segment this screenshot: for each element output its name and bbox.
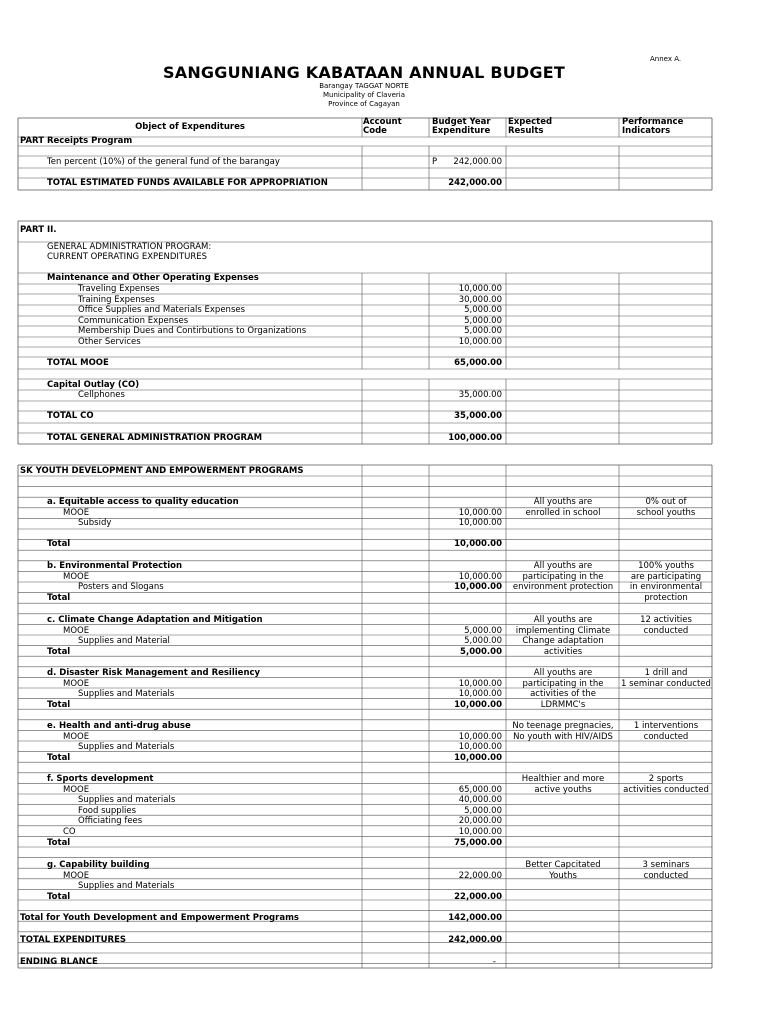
sk-sub-value: 10,000.00 [458,742,502,753]
sk-sub-label: Posters and Slogans [78,582,164,593]
sk-mooe-value: 10,000.00 [458,678,502,689]
header-account-code: Account Code [363,117,402,136]
sk-expected-result: implementing Climate [515,625,611,636]
sk-total-label: Total [47,699,71,710]
total-estimated-funds-value: 242,000.00 [448,178,502,188]
sk-mooe-label: MOOE [63,784,90,795]
sk-mooe-value: 10,000.00 [458,507,502,518]
part1-label: PART Receipts Program [20,136,133,146]
sk-expected-result: No youth with HIV/AIDS [513,731,613,742]
sk-mooe-value: 10,000.00 [458,731,502,742]
mooe-item-value: 10,000.00 [458,284,502,294]
co-label: Capital Outlay (CO) [47,380,140,390]
sk-section-title: c. Climate Change Adaptation and Mitigation [47,615,263,625]
sk-performance-indicator: 12 activities [640,615,692,625]
header-object: Object of Expenditures [135,122,245,132]
total-estimated-funds-label: TOTAL ESTIMATED FUNDS AVAILABLE FOR APPROPRIATION [47,178,328,188]
ten-percent-label: Ten percent (10%) of the general fund of the barangay [47,157,280,167]
sk-total-label: Total [47,592,71,603]
co-item-value: 35,000.00 [458,390,502,400]
sk-programs-label: SK YOUTH DEVELOPMENT AND EMPOWERMENT PROGRAMS [20,466,304,476]
total-co-label: TOTAL CO [47,411,94,421]
sk-total-label: Total for Youth Development and Empowerment Programs [20,913,299,923]
sk-sub-value: 10,000.00 [458,518,502,529]
sk-item-label: Food supplies [78,805,137,816]
sk-mooe-label: MOOE [63,507,90,518]
mooe-item-value: 10,000.00 [458,337,502,347]
peso-sign: P [432,157,438,167]
ending-balance-label: ENDING BLANCE [20,957,98,967]
header-budget-year: Budget Year Expenditure [432,117,491,136]
sk-item-value: 20,000.00 [458,816,502,827]
sk-performance-indicator: 3 seminars [642,860,690,870]
sk-mooe-value: 5,000.00 [464,625,502,636]
sk-total-value: 142,000.00 [448,913,502,923]
sk-performance-indicator: conducted [643,870,689,881]
total-mooe-label: TOTAL MOOE [47,358,109,368]
header-performance: Performance Indicators [622,117,684,136]
part2-label: PART II. [20,225,57,235]
sk-performance-indicator: protection [644,592,688,603]
sk-total-value: 10,000.00 [454,539,502,549]
sk-mooe-label: MOOE [63,571,90,582]
sk-expected-result: All youths are [533,497,593,507]
sk-mooe-label: MOOE [63,678,90,689]
municipality-line: Municipality of Claveria [322,91,406,99]
sk-expected-result: participating in the [522,571,604,582]
sk-sub-label: Supplies and Materials [78,689,175,700]
sk-total-value: 10,000.00 [454,699,502,710]
sk-mooe-label: MOOE [63,870,90,881]
sk-total-value: 10,000.00 [454,752,502,763]
mooe-item-label: Other Services [78,337,141,347]
total-expenditures-label: TOTAL EXPENDITURES [20,935,127,945]
sk-total-value: 22,000.00 [454,892,502,902]
sk-sub-value: 10,000.00 [458,689,502,700]
sk-performance-indicator: 1 seminar conducted [621,678,711,689]
sk-sub-value: 5,000.00 [464,636,502,647]
sk-total-label: Total [47,539,71,549]
sk-total-label: Total [47,646,71,657]
ending-balance-value: - [492,957,496,967]
total-gap-label: TOTAL GENERAL ADMINISTRATION PROGRAM [47,433,263,443]
sk-performance-indicator: school youths [636,507,696,518]
sk-expected-result: activities [543,646,583,657]
mooe-item-label: Communication Expenses [78,315,189,326]
sk-mooe-value: 10,000.00 [458,571,502,582]
sk-expected-result: enrolled in school [525,507,601,518]
sk-performance-indicator: are participating [630,571,702,582]
sk-item-label: Supplies and materials [78,795,176,806]
sk-expected-result: Change adaptation [522,636,604,647]
ten-percent-value: 242,000.00 [453,157,502,167]
sk-expected-result: No teenage pregnacies, [512,721,614,731]
gap-label: GENERAL ADMINISTRATION PROGRAM: [47,242,212,252]
sk-performance-indicator: 1 drill and [644,668,688,678]
sk-total-label: Total [47,892,71,902]
sk-section-title: f. Sports development [47,774,154,784]
sk-expected-result: LDRMMC's [540,699,586,710]
mooe-label: Maintenance and Other Operating Expenses [47,273,259,283]
sk-co-value: 10,000.00 [458,827,502,837]
sk-mooe-value: 65,000.00 [458,784,502,795]
sk-performance-indicator: 1 interventions [633,721,699,731]
sk-mooe-value: 22,000.00 [458,870,502,881]
sk-item-value: 40,000.00 [458,795,502,806]
sk-expected-result: active youths [534,784,592,795]
sk-mooe-label: MOOE [63,625,90,636]
co-item-label: Cellphones [78,390,125,400]
sk-mooe-label: MOOE [63,731,90,742]
sk-sub-label: Supplies and Material [78,636,170,647]
sk-section-title: e. Health and anti-drug abuse [47,721,191,731]
sk-total-label: Total [47,837,71,848]
sk-sub-label: Subsidy [78,518,112,529]
sk-performance-indicator: conducted [643,625,689,636]
total-gap-value: 100,000.00 [448,433,502,443]
sk-expected-result: Youths [549,870,577,881]
sk-sub-label: Supplies and Materials [78,881,175,892]
mooe-item-label: Membership Dues and Contirbutions to Organizations [78,326,307,337]
sk-expected-result: All youths are [533,615,593,625]
mooe-item-label: Office Supplies and Materials Expenses [78,305,246,316]
sk-performance-indicator: 100% youths [638,561,694,571]
total-mooe-value: 65,000.00 [454,358,502,368]
sk-section-title: g. Capability building [47,860,150,870]
sk-section-title: b. Environmental Protection [47,561,183,571]
sk-performance-indicator: 2 sports [648,774,684,784]
sk-expected-result: Healthier and more [521,774,605,784]
sk-expected-result: activities of the [530,689,596,700]
sk-performance-indicator: in environmental [629,582,703,593]
total-expenditures-value: 242,000.00 [448,935,502,945]
page-title: SANGGUNIANG KABATAAN ANNUAL BUDGET [163,63,565,82]
mooe-item-value: 5,000.00 [464,305,502,316]
sk-sub-label: Supplies and Materials [78,742,175,753]
sk-item-label: Officiating fees [78,816,143,827]
sk-total-value: 5,000.00 [460,646,502,657]
sk-expected-result: participating in the [522,678,604,689]
sk-performance-indicator: 0% out of [645,497,687,507]
header-expected-results: Expected Results [508,117,553,136]
sk-performance-indicator: activities conducted [623,784,709,795]
total-co-value: 35,000.00 [454,411,502,421]
mooe-item-label: Training Expenses [78,294,155,305]
mooe-item-label: Traveling Expenses [78,284,160,294]
sk-sub-value: 10,000.00 [454,582,502,593]
sk-co-label: CO [63,827,76,837]
sk-section-title: a. Equitable access to quality education [47,497,239,507]
annex-label: Annex A. [650,55,682,63]
sk-total-value: 75,000.00 [454,837,502,848]
mooe-item-value: 5,000.00 [464,315,502,326]
sk-expected-result: All youths are [533,668,593,678]
mooe-item-value: 5,000.00 [464,326,502,337]
sk-section-title: d. Disaster Risk Management and Resiliency [47,668,261,678]
barangay-line: Barangay TAGGAT NORTE [319,82,409,90]
sk-expected-result: Better Capcitated [525,860,601,870]
sk-item-value: 5,000.00 [464,805,502,816]
province-line: Province of Cagayan [328,100,400,108]
mooe-item-value: 30,000.00 [458,294,502,305]
sk-performance-indicator: conducted [643,731,689,742]
sk-expected-result: environment protection [512,582,614,593]
sk-expected-result: All youths are [533,561,593,571]
sk-total-label: Total [47,752,71,763]
coe-label: CURRENT OPERATING EXPENDITURES [47,252,208,262]
